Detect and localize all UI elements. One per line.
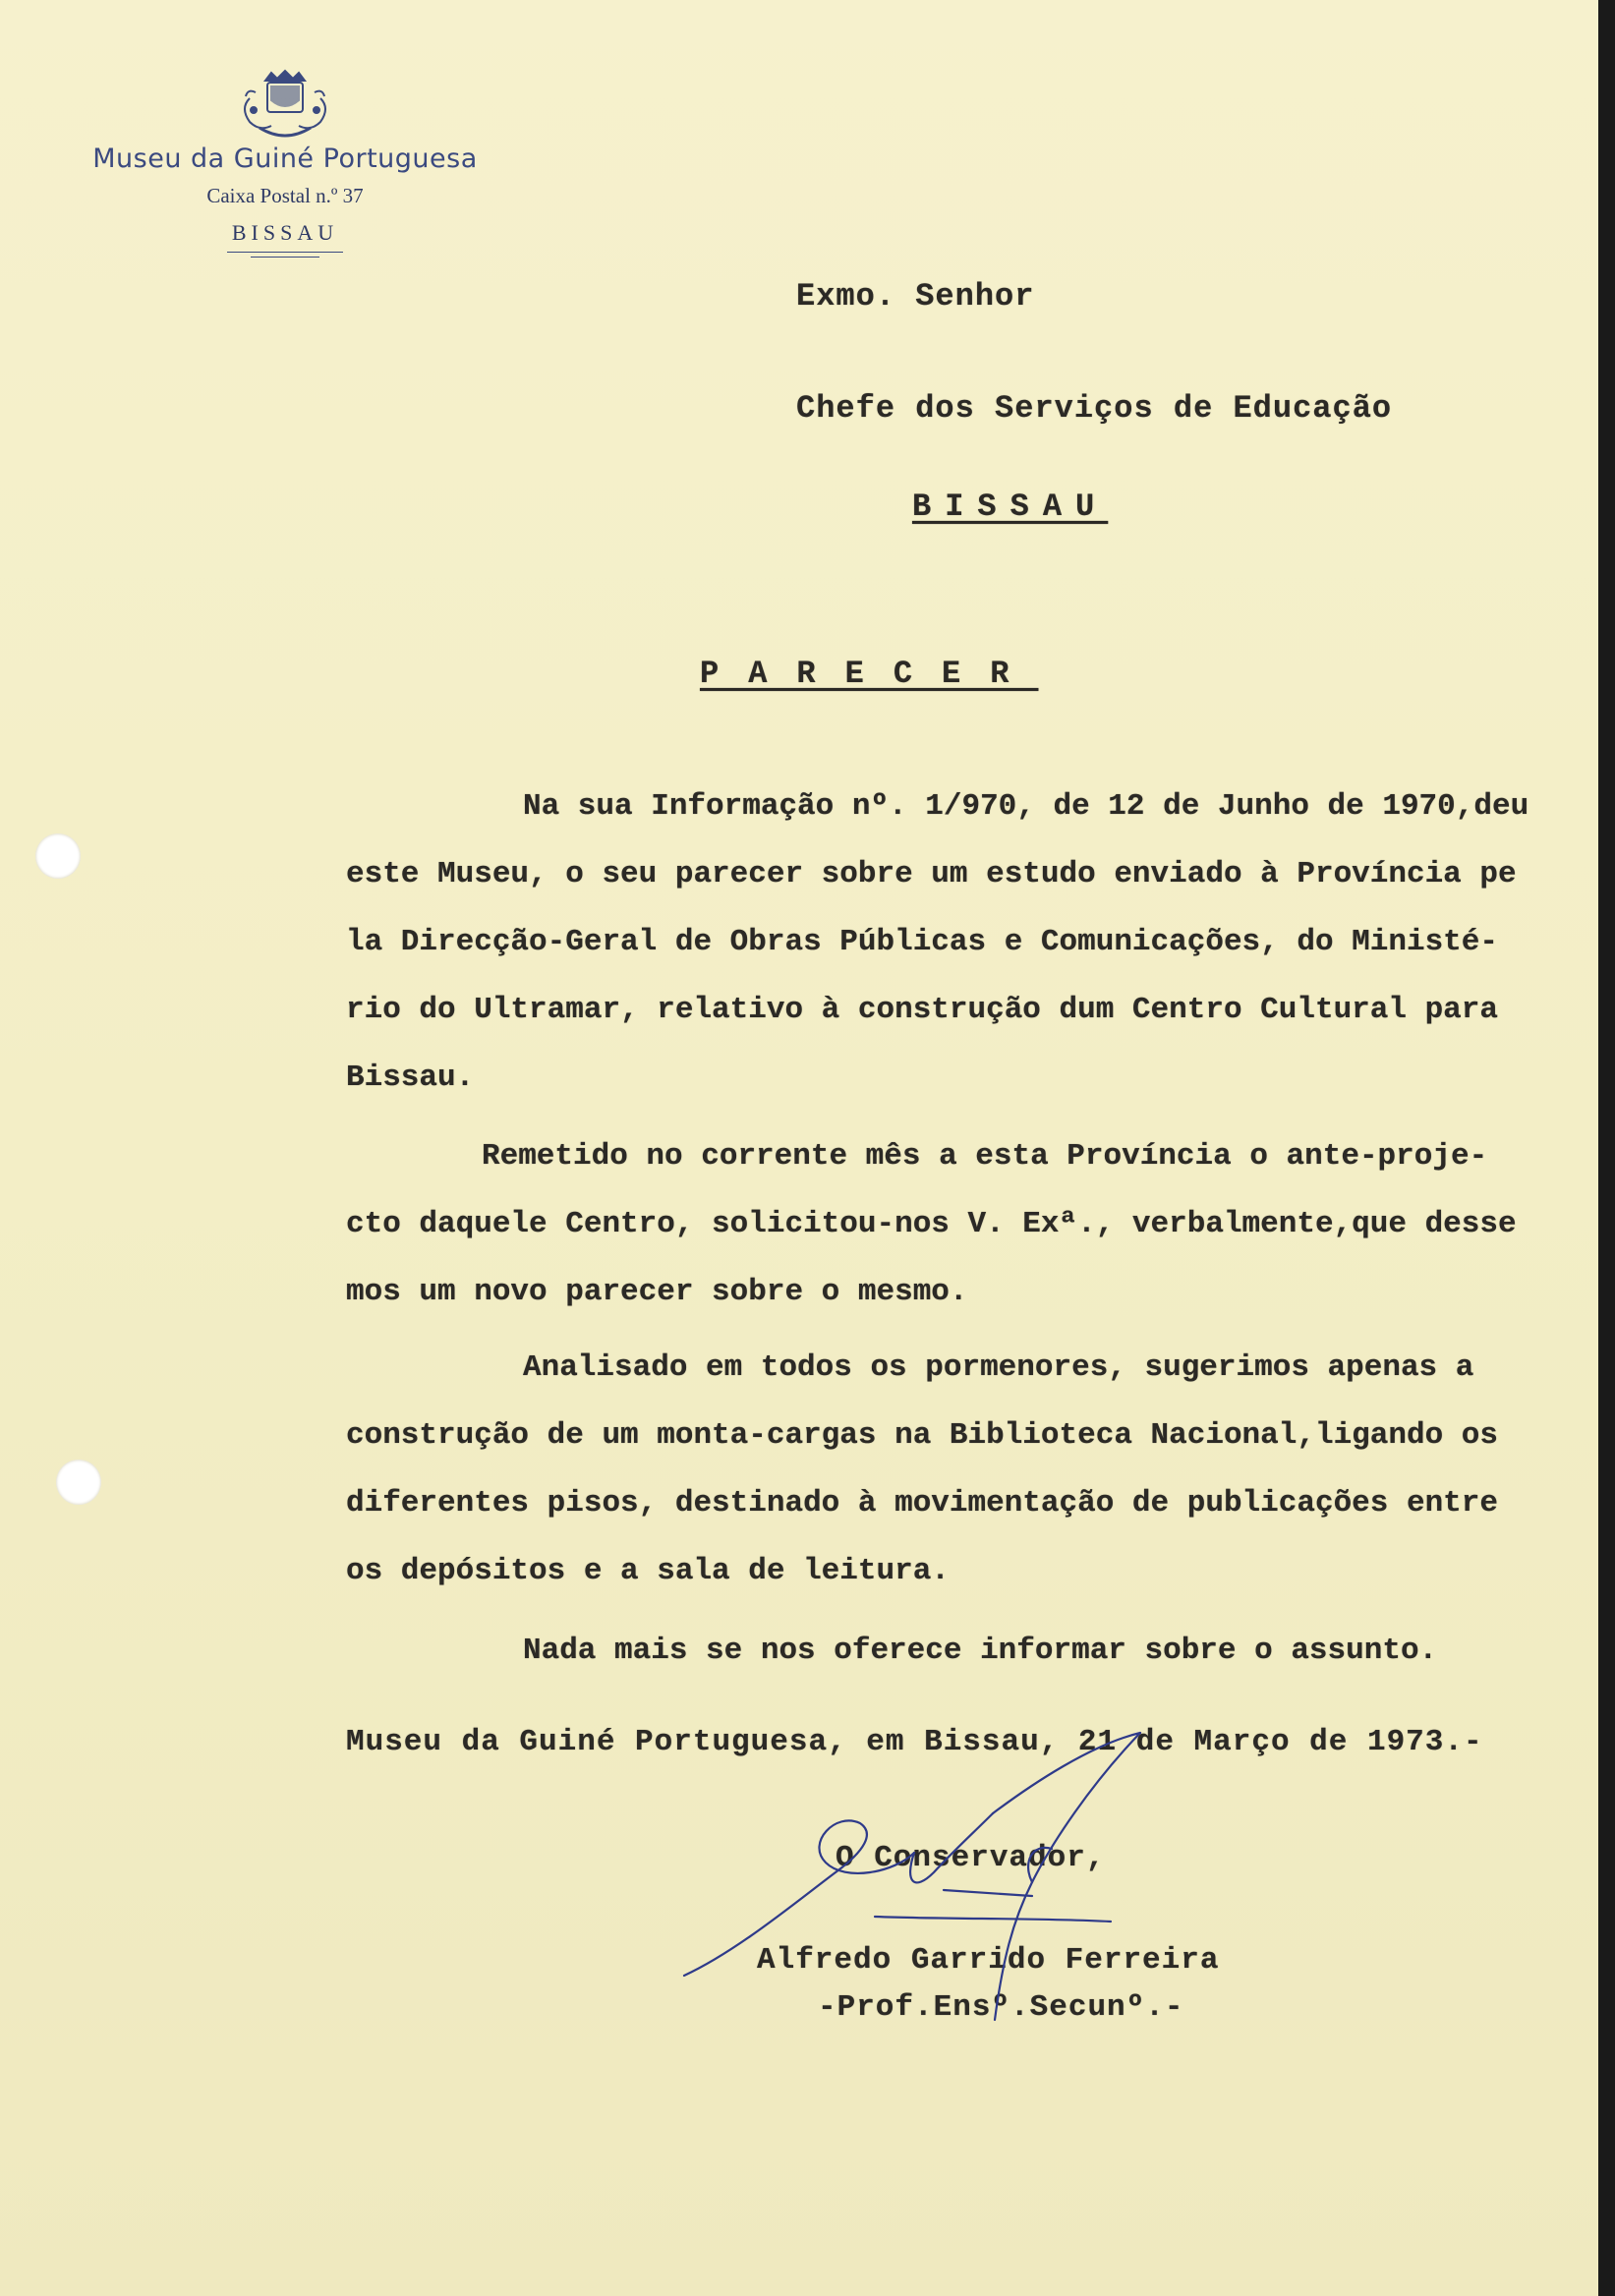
- signer-role: O Conservador,: [836, 1841, 1106, 1875]
- paragraph-1-line-2: este Museu, o seu parecer sobre um estudo enviado à Província pe: [346, 857, 1517, 891]
- recipient-title: Chefe dos Serviços de Educação: [796, 390, 1393, 427]
- document-heading: PARECER: [700, 656, 1039, 692]
- paragraph-4: [346, 1617, 1594, 1685]
- paragraph-3: [346, 1334, 1594, 1605]
- paragraph-1-line-3: la Direcção-Geral de Obras Públicas e Comunicações, do Ministé-: [346, 925, 1498, 959]
- handwritten-signature: [678, 1725, 1229, 2039]
- paragraph-1-line-5: Bissau.: [346, 1061, 475, 1095]
- signer-name: Alfredo Garrido Ferreira: [757, 1943, 1220, 1978]
- paragraph-3-line-2: construção de um monta-cargas na Biblioteca Nacional,ligando os: [346, 1418, 1498, 1453]
- paragraph-2: [346, 1122, 1594, 1326]
- place-date: Museu da Guiné Portuguesa, em Bissau, 21 de Março de 1973.-: [346, 1725, 1483, 1759]
- paragraph-1: [346, 773, 1594, 1112]
- paragraph-1-line-4: rio do Ultramar, relativo à construção dum Centro Cultural para: [346, 993, 1498, 1027]
- punch-hole-bottom: [56, 1460, 101, 1505]
- paragraph-3-line-1: Analisado em todos os pormenores, sugerimos apenas a: [523, 1350, 1474, 1385]
- salutation: Exmo. Senhor: [796, 278, 1035, 315]
- paragraph-1-line-1: Na sua Informação nº. 1/970, de 12 de Junho de 1970,deu: [523, 789, 1529, 824]
- paragraph-2-line-2: cto daquele Centro, solicitou-nos V. Exª., verbalmente,que desse: [346, 1207, 1517, 1241]
- signer-credentials: -Prof.Ensº.Secunº.-: [818, 1990, 1184, 2025]
- letterhead-city: BISSAU: [231, 220, 339, 245]
- letterhead-rule: [227, 252, 343, 253]
- scan-edge: [1598, 0, 1615, 2296]
- paragraph-2-line-1: Remetido no corrente mês a esta Província o ante-proje-: [482, 1139, 1488, 1174]
- letterhead: [69, 69, 501, 258]
- museum-name: Museu da Guiné Portuguesa: [92, 144, 478, 174]
- punch-hole-top: [35, 833, 81, 879]
- coat-of-arms-icon: [238, 69, 332, 140]
- recipient-city: BISSAU: [912, 488, 1109, 525]
- paragraph-2-line-3: mos um novo parecer sobre o mesmo.: [346, 1275, 968, 1309]
- paragraph-3-line-3: diferentes pisos, destinado à movimentação de publicações entre: [346, 1486, 1498, 1521]
- paragraph-3-line-4: os depósitos e a sala de leitura.: [346, 1554, 950, 1588]
- letterhead-rule-short: [251, 257, 319, 258]
- paragraph-4-line-1: Nada mais se nos oferece informar sobre o assunto.: [523, 1634, 1438, 1668]
- postal-box: Caixa Postal n.º 37: [206, 184, 364, 207]
